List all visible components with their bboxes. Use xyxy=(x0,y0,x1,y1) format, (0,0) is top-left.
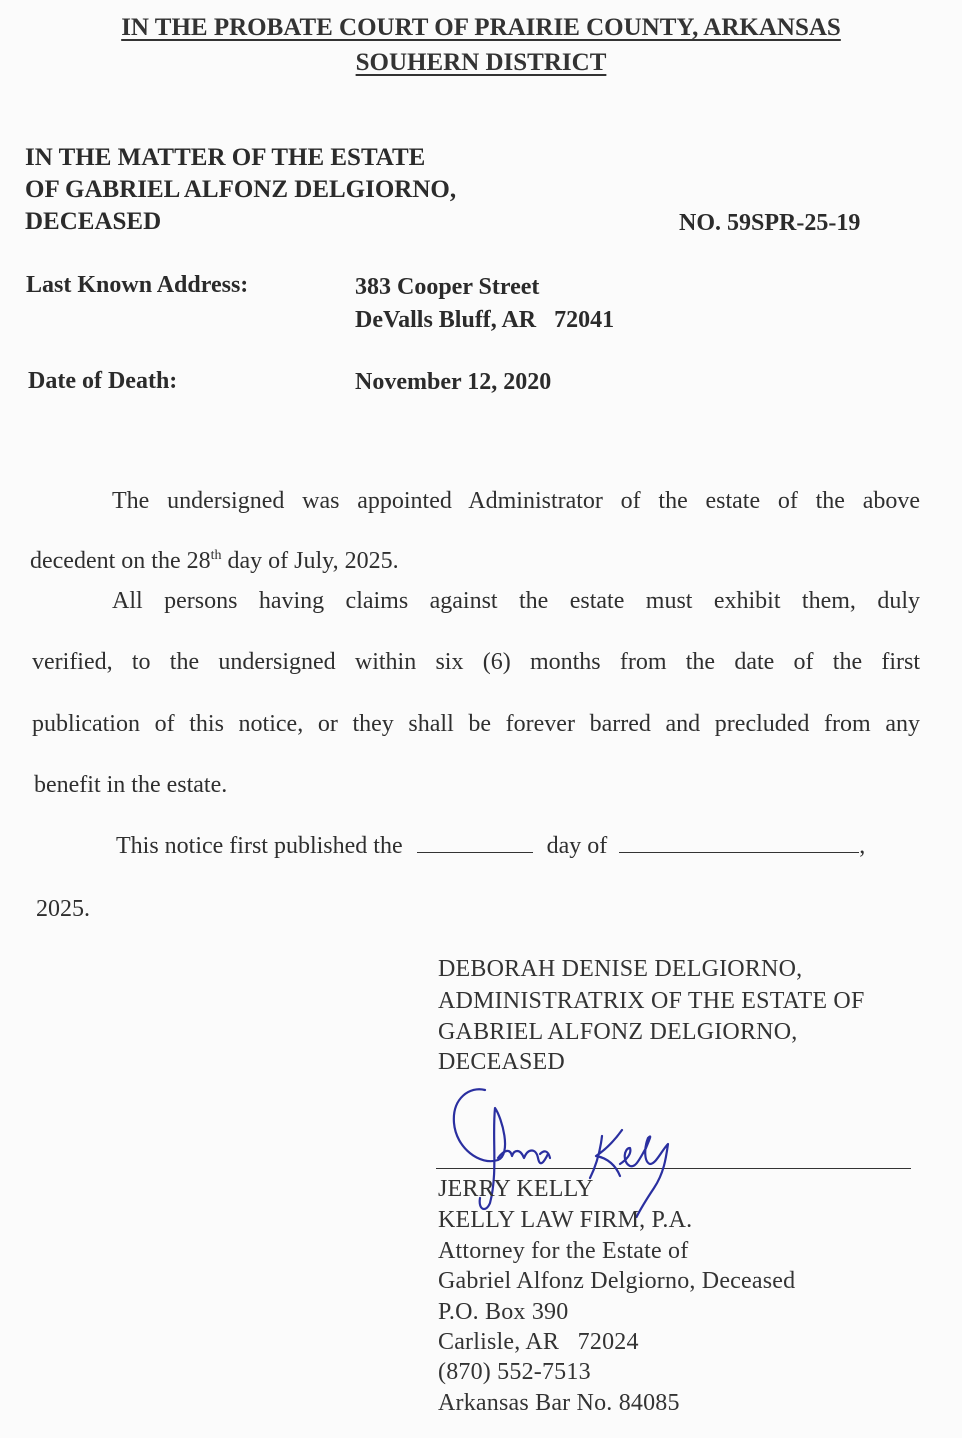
caption-line-1: IN THE MATTER OF THE ESTATE xyxy=(25,144,426,171)
address-label: Last Known Address: xyxy=(26,272,249,298)
attorney-name: JERRY KELLY xyxy=(438,1176,594,1202)
case-number: NO. 59SPR-25-19 xyxy=(679,210,861,236)
notice-p1-line1: The undersigned was appointed Administrator of the estate of the above xyxy=(112,488,920,514)
notice-p3-line xyxy=(116,833,865,860)
administratrix-line-2: ADMINISTRATRIX OF THE ESTATE OF xyxy=(438,988,865,1014)
notice-p1-line2-post: day of July, 2025. xyxy=(221,548,399,574)
caption-line-3: DECEASED xyxy=(25,208,162,235)
date-of-death-label: Date of Death: xyxy=(28,368,178,394)
publish-day-blank xyxy=(417,834,533,853)
notice-p1-line2-pre: decedent on the 28 xyxy=(30,548,211,574)
attorney-firm: KELLY LAW FIRM, P.A. xyxy=(438,1207,693,1233)
publish-month-blank xyxy=(619,834,859,853)
attorney-po-box: P.O. Box 390 xyxy=(438,1299,569,1325)
attorney-bar-number: Arkansas Bar No. 84085 xyxy=(438,1390,680,1416)
date-of-death-value: November 12, 2020 xyxy=(355,369,552,395)
notice-p2-line4: benefit in the estate. xyxy=(34,772,228,798)
notice-p1-line2-sup: th xyxy=(210,548,222,563)
address-line-2: DeValls Bluff, AR 72041 xyxy=(355,307,615,333)
attorney-city: Carlisle, AR 72024 xyxy=(438,1329,639,1355)
district-title: SOUHERN DISTRICT xyxy=(355,49,607,76)
notice-p1-line2 xyxy=(30,548,399,575)
notice-p3-year: 2025. xyxy=(36,896,90,922)
notice-p3-mid: day of xyxy=(546,833,608,859)
caption-line-2: OF GABRIEL ALFONZ DELGIORNO, xyxy=(25,176,457,203)
court-title: IN THE PROBATE COURT OF PRAIRIE COUNTY, ARKANSAS xyxy=(121,14,841,41)
administratrix-line-3: GABRIEL ALFONZ DELGIORNO, xyxy=(438,1019,798,1045)
notice-p3-end: , xyxy=(859,833,866,859)
notice-p3-pre: This notice first published the xyxy=(116,833,403,859)
address-line-1: 383 Cooper Street xyxy=(355,274,540,300)
attorney-role-2: Gabriel Alfonz Delgiorno, Deceased xyxy=(438,1268,796,1294)
notice-p2-line3: publication of this notice, or they shall be forever barred and precluded from any xyxy=(32,711,920,737)
attorney-phone: (870) 552-7513 xyxy=(438,1359,591,1385)
administratrix-line-1: DEBORAH DENISE DELGIORNO, xyxy=(438,956,803,982)
administratrix-line-4: DECEASED xyxy=(438,1049,565,1075)
notice-p2-line1: All persons having claims against the estate must exhibit them, duly xyxy=(112,588,920,614)
attorney-role-1: Attorney for the Estate of xyxy=(438,1238,689,1264)
notice-p2-line2: verified, to the undersigned within six (6) months from the date of the first xyxy=(32,649,920,675)
